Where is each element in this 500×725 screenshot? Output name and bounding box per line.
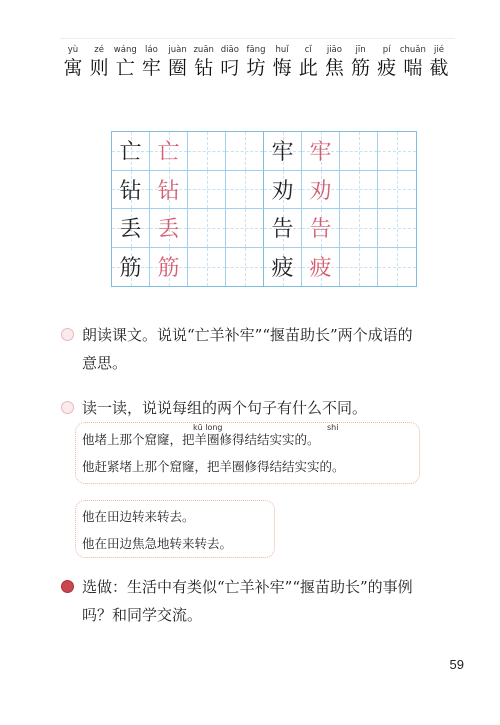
empty-practice-cell [226,132,264,171]
hanzi: 喘 [403,57,423,79]
empty-practice-cell [226,171,264,210]
model-character-cell [264,248,302,287]
pinyin-annotation: shi [327,423,339,432]
hanzi: 钻 [194,57,214,79]
hanzi: 圈 [168,57,188,79]
tracing-character-cell [302,248,340,287]
model-character: 丢 [119,217,142,243]
tracing-character-cell [150,171,188,210]
empty-practice-cell [340,248,378,287]
tracing-character-cell [150,248,188,287]
header-rule [60,38,455,39]
character-with-pinyin [321,45,347,79]
model-character-cell [264,209,302,248]
tracing-character: 告 [309,217,332,243]
tracing-character-cell [150,209,188,248]
pinyin: juàn [168,45,187,55]
hanzi: 牢 [141,57,161,79]
sentence-1b: 他赶紧堵上那个窟窿，把羊圈修得结结实实的。 [82,459,345,474]
exercise-1 [62,321,482,377]
model-character-cell [112,248,150,287]
empty-practice-cell [378,248,416,287]
exercise-1-line-2: 意思。 [82,354,128,372]
empty-practice-cell [340,171,378,210]
empty-practice-cell [188,132,226,171]
writing-grid [111,131,417,287]
pinyin: pí [382,45,391,55]
model-character: 劝 [271,178,294,204]
tracing-character: 丢 [157,217,180,243]
tracing-character: 牢 [309,140,332,166]
model-character-cell [264,171,302,210]
model-character: 疲 [271,256,294,282]
hanzi: 筋 [351,57,371,79]
tracing-character-cell [302,171,340,210]
model-character: 筋 [119,256,142,282]
pinyin: diāo [220,45,239,55]
tracing-character-cell [150,132,188,171]
empty-practice-cell [378,171,416,210]
exercise-3-line-1: 选做：生活中有类似“亡羊补牢”“揠苗助长”的事例 [82,578,413,596]
empty-practice-cell [226,248,264,287]
exercise-2-text: 读一读，说说每组的两个句子有什么不同。 [82,399,368,417]
hanzi: 寓 [63,57,83,79]
sentence-1a: 他堵上那个窟窿，把羊圈修得结结实实的。 [82,432,320,447]
character-with-pinyin [60,45,86,79]
empty-practice-cell [378,132,416,171]
model-character-cell [264,132,302,171]
pinyin: chuǎn [399,45,426,55]
hanzi: 则 [89,57,109,79]
exercise-1-line-1: 朗读课文。说说“亡羊补牢”“揠苗助长”两个成语的 [82,326,413,344]
tracing-character: 劝 [309,178,332,204]
bullet-icon [61,401,74,414]
pinyin: jīn [355,45,366,55]
empty-practice-cell [226,209,264,248]
hanzi: 坊 [246,57,266,79]
hanzi: 亡 [115,57,135,79]
character-with-pinyin [217,45,243,79]
character-with-pinyin [112,45,138,79]
character-with-pinyin [269,45,295,79]
pinyin: yù [67,45,79,55]
sentence-group-1 [75,422,420,484]
sentence-group-2 [75,500,275,558]
tracing-character: 钻 [157,178,180,204]
bullet-icon [61,328,74,341]
tracing-character-cell [302,209,340,248]
empty-practice-cell [340,209,378,248]
hanzi: 截 [429,57,449,79]
empty-practice-cell [378,209,416,248]
model-character-cell [112,132,150,171]
empty-practice-cell [188,248,226,287]
model-character: 告 [271,217,294,243]
tracing-character-cell [302,132,340,171]
hanzi: 悔 [272,57,292,79]
exercise-3-line-2: 吗？和同学交流。 [82,606,203,624]
character-with-pinyin [243,45,269,79]
model-character-cell [112,209,150,248]
tracing-character: 亡 [157,140,180,166]
pinyin: zuān [193,45,214,55]
character-with-pinyin [426,45,452,79]
pinyin: cǐ [304,45,312,55]
hanzi: 疲 [377,57,397,79]
pinyin: zé [94,45,104,55]
character-with-pinyin [191,45,217,79]
pinyin: wáng [113,45,137,55]
model-character: 钻 [119,178,142,204]
pinyin: láo [145,45,158,55]
exercise-3 [62,573,482,629]
character-with-pinyin [400,45,426,79]
model-character: 牢 [271,140,294,166]
empty-practice-cell [340,132,378,171]
hanzi: 焦 [324,57,344,79]
empty-practice-cell [188,171,226,210]
new-characters-row [60,45,452,79]
character-with-pinyin [295,45,321,79]
character-with-pinyin [138,45,164,79]
character-with-pinyin [165,45,191,79]
pinyin: jiāo [326,45,342,55]
character-with-pinyin [374,45,400,79]
model-character: 亡 [119,140,142,166]
hanzi: 叼 [220,57,240,79]
character-with-pinyin [86,45,112,79]
pinyin: fāng [246,45,266,55]
pinyin: jié [433,45,444,55]
character-with-pinyin [348,45,374,79]
tracing-character: 筋 [157,256,180,282]
page-number: 59 [449,657,464,672]
hanzi: 此 [298,57,318,79]
sentence-2b: 他在田边焦急地转来转去。 [82,536,233,551]
tracing-character: 疲 [309,256,332,282]
model-character-cell [112,171,150,210]
exercise-2 [62,394,482,422]
optional-bullet-icon [61,580,74,593]
sentence-2a: 他在田边转来转去。 [82,509,195,524]
empty-practice-cell [188,209,226,248]
pinyin: huǐ [275,45,289,55]
pinyin-annotation: kū long [193,423,223,432]
